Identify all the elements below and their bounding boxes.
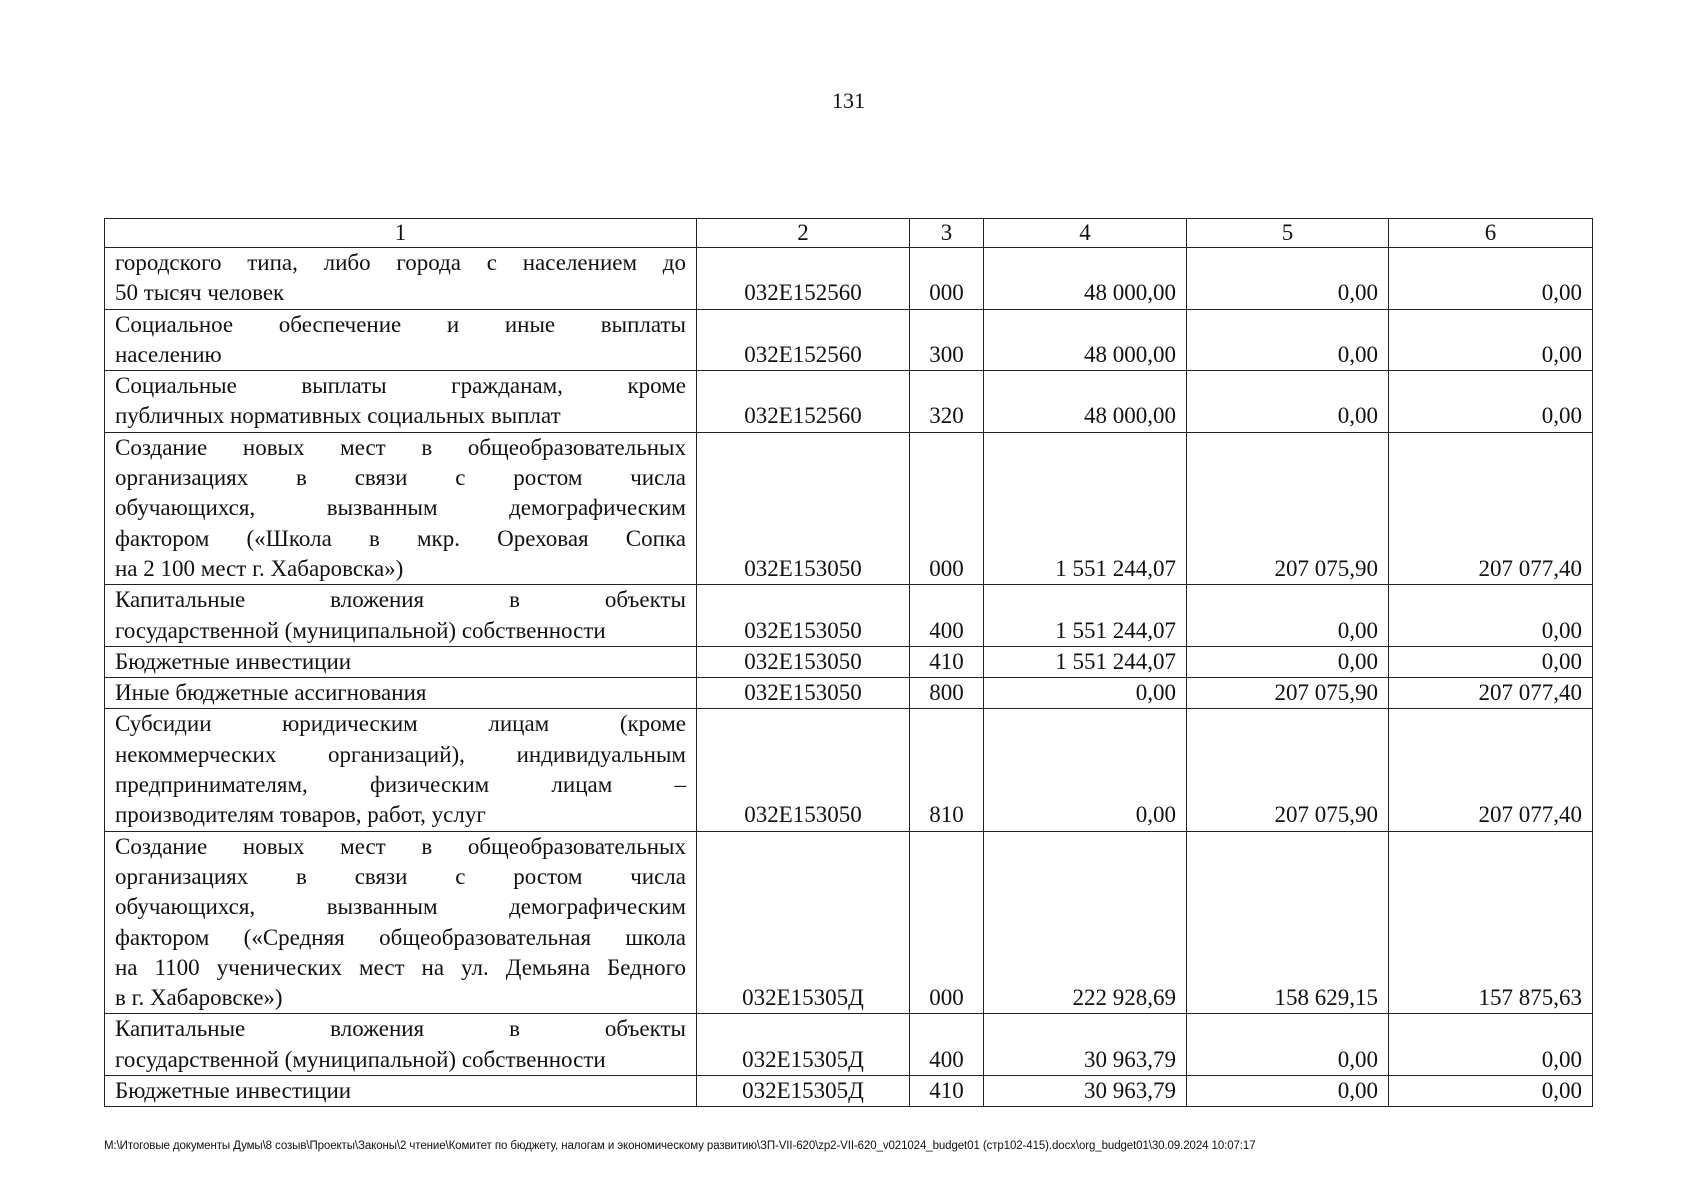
column-header: 6: [1389, 219, 1593, 248]
target-article-code: 032E153050: [697, 709, 910, 831]
amount-year-1: 1 551 244,07: [984, 646, 1187, 677]
expense-type-code: 300: [910, 309, 984, 371]
expense-name-cell: [105, 432, 697, 584]
amount-year-1: 1 551 244,07: [984, 585, 1187, 647]
expense-name-line: в г. Хабаровске»): [115, 985, 283, 1011]
target-article-code: 032E153050: [697, 646, 910, 677]
expense-name-line: обучающихся, вызванным демографическим: [115, 894, 686, 920]
amount-year-2: 0,00: [1187, 1076, 1389, 1107]
expense-name-line: Капитальные вложения в объекты: [115, 587, 686, 613]
expense-name-line: фактором («Средняя общеобразовательная школа: [115, 924, 686, 950]
expense-name-line: Создание новых мест в общеобразовательных: [115, 434, 686, 460]
expense-type-code: 410: [910, 1076, 984, 1107]
expense-name-line: организациях в связи с ростом числа: [115, 863, 686, 889]
expense-type-code: 000: [910, 831, 984, 1014]
expense-name-line: предпринимателям, физическим лицам –: [115, 772, 686, 798]
table-row: [105, 371, 1593, 433]
table-row: [105, 309, 1593, 371]
expense-name-line: городского типа, либо города с населением до: [115, 250, 686, 275]
column-header: 1: [105, 219, 697, 248]
column-header: 3: [910, 219, 984, 248]
expense-name-line: 50 тысяч человек: [115, 280, 285, 306]
amount-year-1: 1 551 244,07: [984, 432, 1187, 584]
amount-year-2: 0,00: [1187, 371, 1389, 433]
table-row: [105, 678, 1593, 709]
amount-year-1: 48 000,00: [984, 371, 1187, 433]
amount-year-1: 222 928,69: [984, 831, 1187, 1014]
target-article-code: 032E152560: [697, 371, 910, 433]
expense-type-code: 410: [910, 646, 984, 677]
amount-year-3: 0,00: [1389, 585, 1593, 647]
expense-name-line: обучающихся, вызванным демографическим: [115, 495, 686, 521]
expense-name-line: государственной (муниципальной) собственности: [115, 1046, 606, 1072]
budget-table: [104, 218, 1593, 1107]
expense-type-code: 400: [910, 585, 984, 647]
amount-year-1: 48 000,00: [984, 309, 1187, 371]
expense-name-line: Капитальные вложения в объекты: [115, 1016, 686, 1042]
expense-name-cell: [105, 678, 697, 709]
amount-year-3: 0,00: [1389, 248, 1593, 310]
column-header: 2: [697, 219, 910, 248]
expense-name-cell: [105, 309, 697, 371]
expense-name-cell: [105, 1014, 697, 1076]
expense-name-line: производителям товаров, работ, услуг: [115, 802, 486, 828]
amount-year-3: 207 077,40: [1389, 678, 1593, 709]
expense-name-cell: [105, 371, 697, 433]
expense-type-code: 000: [910, 248, 984, 310]
expense-name-line: Субсидии юридическим лицам (кроме: [115, 711, 686, 737]
column-number-row: [105, 219, 1593, 248]
expense-name-line: населению: [115, 341, 222, 367]
expense-name-line: публичных нормативных социальных выплат: [115, 403, 561, 429]
expense-name-line: на 1100 ученических мест на ул. Демьяна Бедного: [115, 954, 686, 980]
page-number: 131: [832, 88, 865, 113]
expense-type-code: 320: [910, 371, 984, 433]
amount-year-1: 0,00: [984, 709, 1187, 831]
expense-type-code: 810: [910, 709, 984, 831]
expense-name-line: Социальное обеспечение и иные выплаты: [115, 311, 686, 337]
document-file-path: M:\Итоговые документы Думы\8 созыв\Проекты\Законы\2 чтение\Комитет по бюджету, налогам и экономическому развитию\ЗП-VII-620\zp2-VII-620_v021024_budget01 (стр102-415).docx\org_budget01\30.09.2024 10:07:17: [104, 1140, 1256, 1152]
expense-name-cell: [105, 831, 697, 1014]
expense-name-cell: [105, 248, 697, 310]
target-article-code: 032E15305Д: [697, 831, 910, 1014]
target-article-code: 032E15305Д: [697, 1076, 910, 1107]
amount-year-3: 207 077,40: [1389, 432, 1593, 584]
table-row: [105, 1076, 1593, 1107]
expense-name-line: организациях в связи с ростом числа: [115, 465, 686, 491]
table-row: [105, 831, 1593, 1014]
target-article-code: 032E153050: [697, 585, 910, 647]
expense-name-cell: [105, 1076, 697, 1107]
table-row: [105, 432, 1593, 584]
table-row: [105, 1014, 1593, 1076]
amount-year-3: 0,00: [1389, 1076, 1593, 1107]
amount-year-1: 30 963,79: [984, 1076, 1187, 1107]
expense-name-line: некоммерческих организаций), индивидуальным: [115, 741, 686, 767]
expense-name-line: государственной (муниципальной) собственности: [115, 617, 606, 643]
amount-year-2: 207 075,90: [1187, 709, 1389, 831]
amount-year-3: 157 875,63: [1389, 831, 1593, 1014]
expense-name-line: Социальные выплаты гражданам, кроме: [115, 373, 686, 399]
amount-year-2: 0,00: [1187, 1014, 1389, 1076]
target-article-code: 032E153050: [697, 432, 910, 584]
target-article-code: 032E15305Д: [697, 1014, 910, 1076]
table-row: [105, 585, 1593, 647]
amount-year-2: 0,00: [1187, 309, 1389, 371]
amount-year-2: 158 629,15: [1187, 831, 1389, 1014]
table-row: [105, 248, 1593, 310]
expense-type-code: 000: [910, 432, 984, 584]
expense-name-line: Бюджетные инвестиции: [115, 1078, 352, 1104]
amount-year-1: 0,00: [984, 678, 1187, 709]
amount-year-3: 0,00: [1389, 1014, 1593, 1076]
amount-year-2: 0,00: [1187, 585, 1389, 647]
amount-year-2: 0,00: [1187, 248, 1389, 310]
expense-type-code: 400: [910, 1014, 984, 1076]
expense-name-line: фактором («Школа в мкр. Ореховая Сопка: [115, 525, 686, 551]
amount-year-3: 0,00: [1389, 371, 1593, 433]
table-row: [105, 709, 1593, 831]
amount-year-1: 48 000,00: [984, 248, 1187, 310]
target-article-code: 032E153050: [697, 678, 910, 709]
amount-year-2: 0,00: [1187, 646, 1389, 677]
expense-name-line: на 2 100 мест г. Хабаровска»): [115, 555, 404, 581]
amount-year-3: 207 077,40: [1389, 709, 1593, 831]
amount-year-3: 0,00: [1389, 646, 1593, 677]
target-article-code: 032E152560: [697, 248, 910, 310]
amount-year-1: 30 963,79: [984, 1014, 1187, 1076]
expense-type-code: 800: [910, 678, 984, 709]
table-row: [105, 646, 1593, 677]
amount-year-3: 0,00: [1389, 309, 1593, 371]
amount-year-2: 207 075,90: [1187, 432, 1389, 584]
expense-name-cell: [105, 709, 697, 831]
expense-name-cell: [105, 585, 697, 647]
amount-year-2: 207 075,90: [1187, 678, 1389, 709]
expense-name-cell: [105, 646, 697, 677]
budget-table-body: [105, 219, 1593, 1107]
column-header: 4: [984, 219, 1187, 248]
expense-name-line: Бюджетные инвестиции: [115, 648, 352, 674]
target-article-code: 032E152560: [697, 309, 910, 371]
expense-name-line: Создание новых мест в общеобразовательных: [115, 833, 686, 859]
expense-name-line: Иные бюджетные ассигнования: [115, 680, 427, 706]
column-header: 5: [1187, 219, 1389, 248]
